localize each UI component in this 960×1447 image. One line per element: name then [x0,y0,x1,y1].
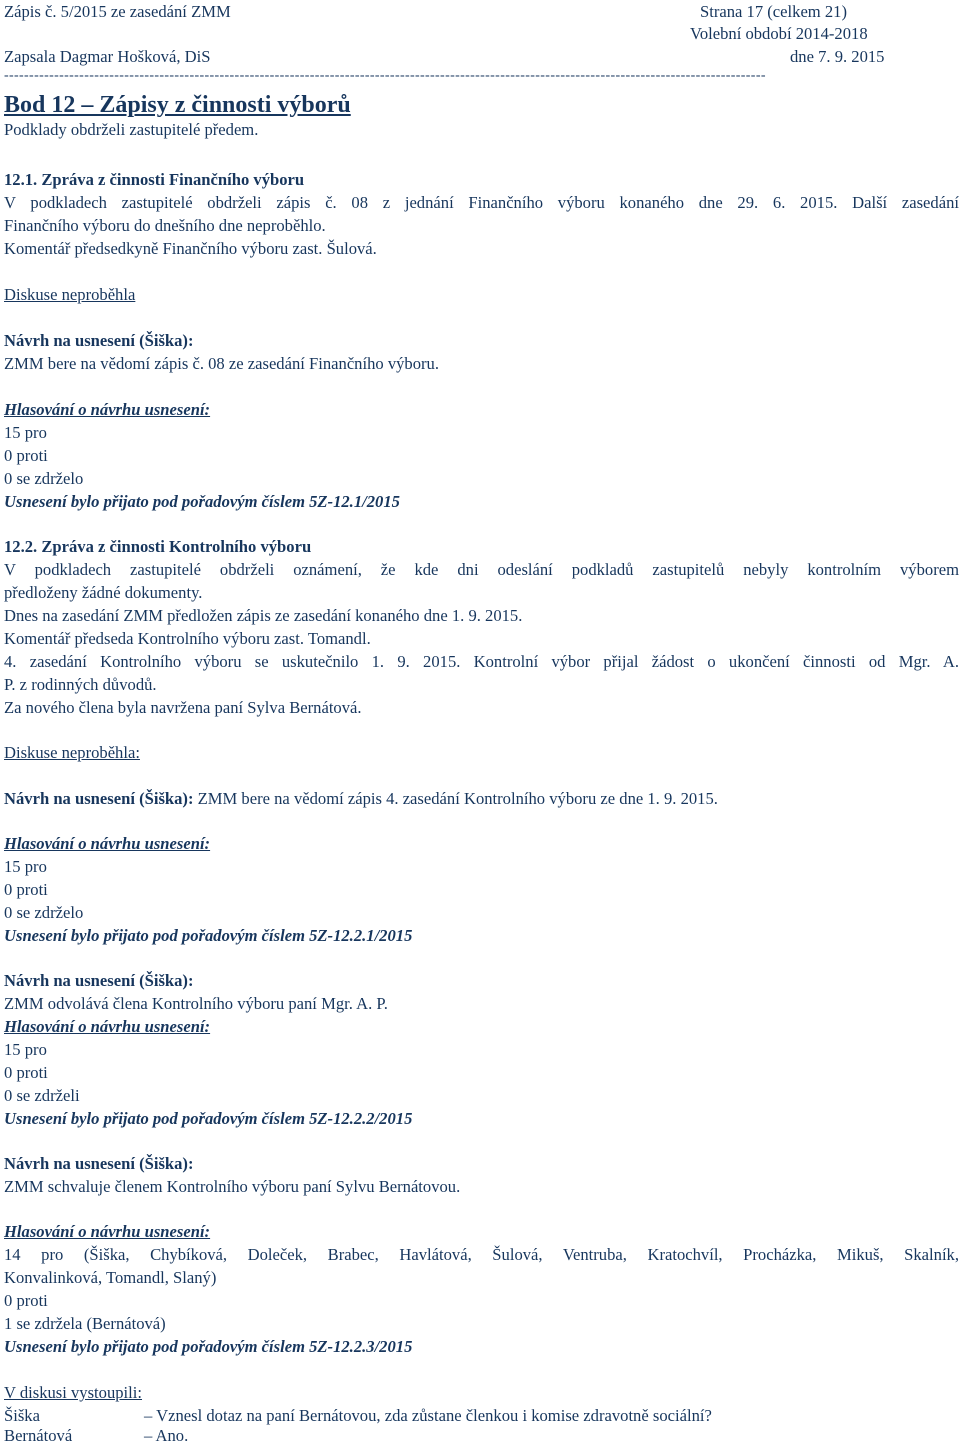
s1-vote-for: 15 pro [4,423,47,442]
s2-vote-2-abstain: 0 se zdrželi [4,1086,80,1105]
s2-resolution-2: Usnesení bylo přijato pod pořadovým číslem 5Z-12.2.2/2015 [4,1109,413,1128]
s2-paragraph-line: předloženy žádné dokumenty. [4,583,203,602]
s2-vote-3-for: 14 pro (Šiška, Chybíková, Doleček, Brabec, Havlátová, Šulová, Ventruba, Kratochvíl, Procházka, Mikuš, Skalník, [4,1245,959,1264]
s2-vote-1-label: Hlasování o návrhu usnesení: [4,834,211,853]
s2-vote-1-abstain: 0 se zdrželo [4,903,84,922]
s2-vote-2-label: Hlasování o návrhu usnesení: [4,1017,211,1036]
s2-discussion: Diskuse neproběhla: [4,743,140,762]
s2-paragraph-line: Za nového člena byla navržena paní Sylva Bernátová. [4,698,362,717]
s1-paragraph-line: Finančního výboru do dnešního dne neproběhlo. [4,216,326,235]
s1-resolution: Usnesení bylo přijato pod pořadovým číslem 5Z-12.1/2015 [4,492,400,511]
section-title: Bod 12 – Zápisy z činnosti výborů [4,92,351,118]
s2-resolution-1: Usnesení bylo přijato pod pořadovým číslem 5Z-12.2.1/2015 [4,926,413,945]
s2-proposal-2-text: ZMM odvolává člena Kontrolního výboru paní Mgr. A. P. [4,994,388,1013]
s2-resolution-3: Usnesení bylo přijato pod pořadovým číslem 5Z-12.2.3/2015 [4,1337,413,1356]
speakers-label: V diskusi vystoupili: [4,1383,143,1402]
subsection-heading-12-1: 12.1. Zpráva z činnosti Finančního výboru [4,170,305,189]
speaker-text: – Vznesl dotaz na paní Bernátovou, zda zůstane členkou i komise zdravotně sociální? [144,1406,712,1425]
s2-proposal-3-label: Návrh na usnesení (Šiška): [4,1154,194,1173]
term: Volební období 2014-2018 [690,24,868,43]
s1-proposal-text: ZMM bere na vědomí zápis č. 08 ze zasedání Finančního výboru. [4,354,439,373]
s2-vote-3-label: Hlasování o návrhu usnesení: [4,1222,211,1241]
date: dne 7. 9. 2015 [790,47,885,66]
s2-vote-2-against: 0 proti [4,1063,48,1082]
s2-vote-1-for: 15 pro [4,857,47,876]
s2-proposal-1-text: ZMM bere na vědomí zápis 4. zasedání Kontrolního výboru ze dne 1. 9. 2015. [193,789,718,808]
s1-comment: Komentář předsedkyně Finančního výboru zast. Šulová. [4,239,377,258]
subsection-heading-12-2: 12.2. Zpráva z činnosti Kontrolního výboru [4,537,312,556]
s2-proposal-3-text: ZMM schvaluje členem Kontrolního výboru paní Sylvu Bernátovou. [4,1177,461,1196]
speaker-name: Bernátová [4,1426,73,1445]
s2-proposal-1-label: Návrh na usnesení (Šiška): [4,789,194,808]
s2-paragraph-line: Dnes na zasedání ZMM předložen zápis ze zasedání konaného dne 1. 9. 2015. [4,606,523,625]
s1-paragraph-line: V podkladech zastupitelé obdrželi zápis č. 08 z jednání Finančního výboru konaného dne 29. 6. 2015. Další zasedání [4,193,959,212]
s2-vote-3-for-cont: Konvalinková, Tomandl, Slaný) [4,1268,217,1287]
speaker-name: Šiška [4,1406,40,1425]
author: Zapsala Dagmar Hošková, DiS [4,47,211,66]
s2-paragraph-line: 4. zasedání Kontrolního výboru se uskutečnilo 1. 9. 2015. Kontrolní výbor přijal žádost o ukončení činnosti od Mgr. A. [4,652,959,671]
s1-proposal-label: Návrh na usnesení (Šiška): [4,331,194,350]
s1-vote-against: 0 proti [4,446,48,465]
page-info: Strana 17 (celkem 21) [700,2,847,21]
s1-vote-label: Hlasování o návrhu usnesení: [4,400,211,419]
speaker-text: – Ano. [144,1426,189,1445]
section-note: Podklady obdrželi zastupitelé předem. [4,120,259,139]
s2-vote-3-abstain: 1 se zdržela (Bernátová) [4,1314,166,1333]
s2-vote-2-for: 15 pro [4,1040,47,1059]
s2-paragraph-line: Komentář předseda Kontrolního výboru zast. Tomandl. [4,629,371,648]
s2-proposal-2-label: Návrh na usnesení (Šiška): [4,971,194,990]
s2-vote-3-against: 0 proti [4,1291,48,1310]
s2-paragraph-line: V podkladech zastupitelé obdrželi oznámení, že kde dni odeslání podkladů zastupitelů nebyly kontrolním výborem [4,560,959,579]
doc-title: Zápis č. 5/2015 ze zasedání ZMM [4,2,231,21]
header-separator: -------------------------------------------------------------------------------------------------------------------------------------------------------- [4,68,766,83]
s1-discussion: Diskuse neproběhla [4,285,136,304]
s2-proposal-1 [4,787,718,810]
s1-vote-abstain: 0 se zdrželo [4,469,84,488]
s2-paragraph-line: P. z rodinných důvodů. [4,675,157,694]
s2-vote-1-against: 0 proti [4,880,48,899]
